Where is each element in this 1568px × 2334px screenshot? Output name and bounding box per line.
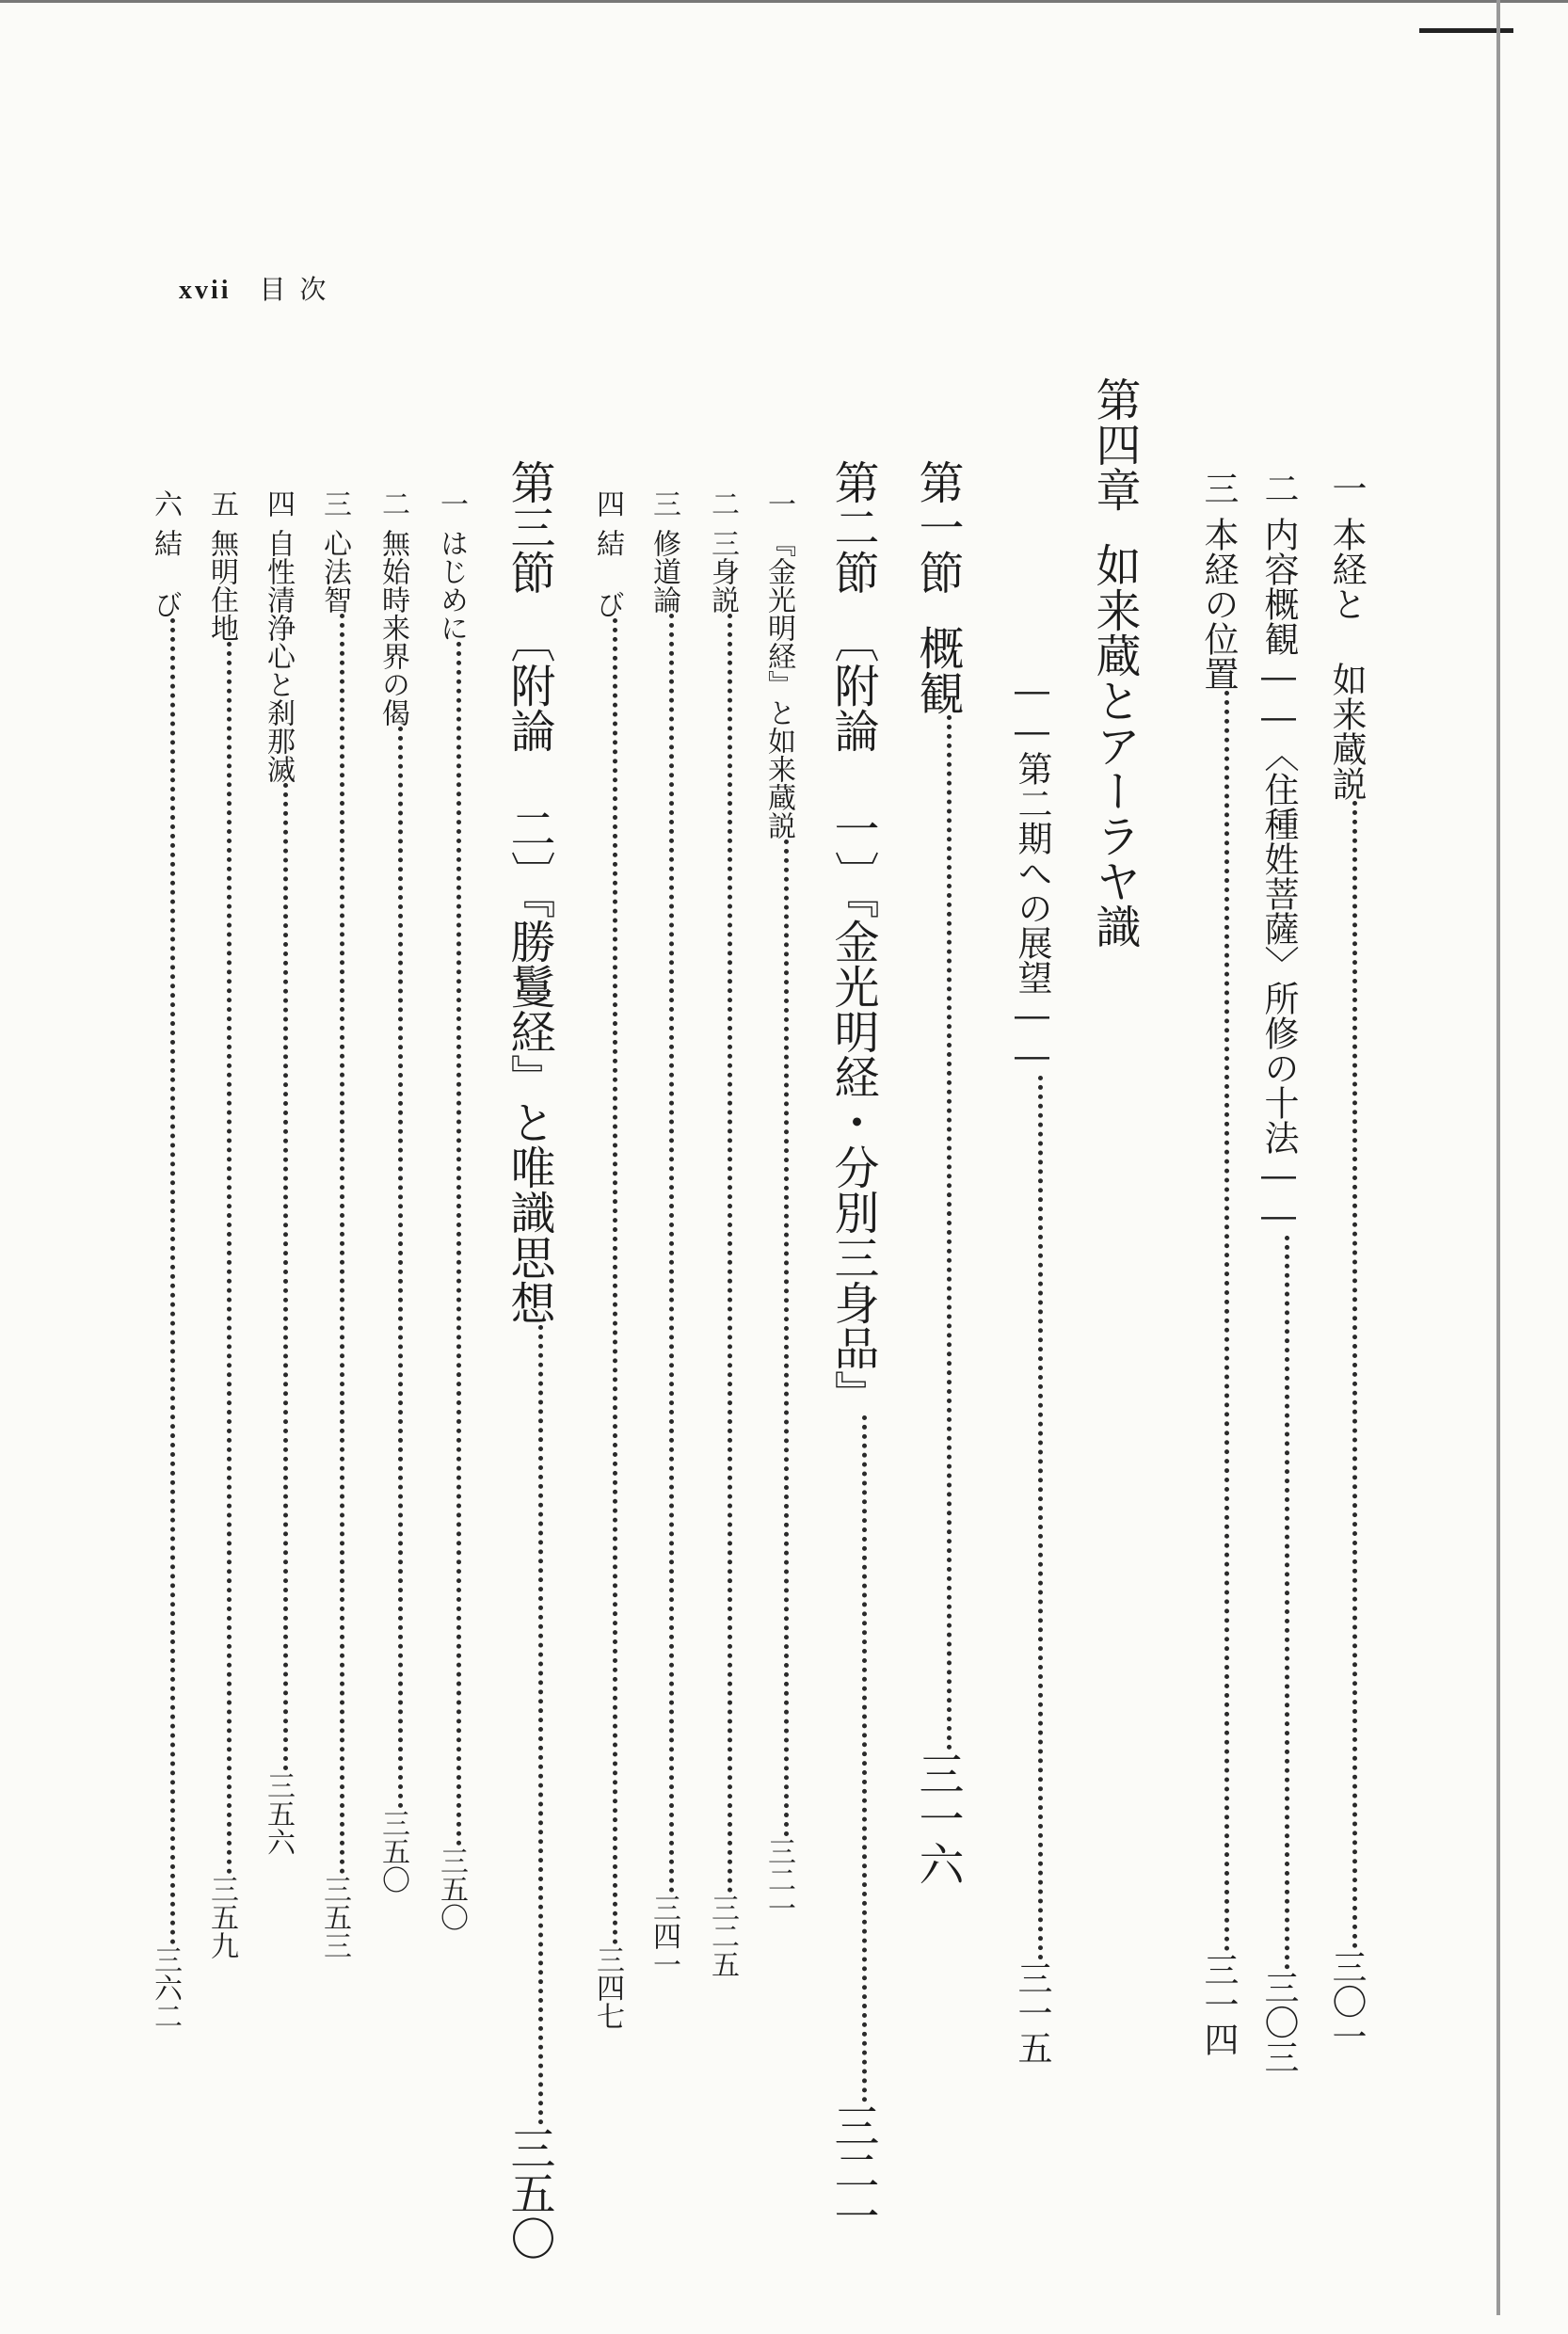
header-title: 目 次 (259, 274, 329, 305)
toc-entry (205, 489, 238, 1959)
entry-page-number: 三二一 (762, 1837, 795, 1922)
leader-dots (1038, 1076, 1043, 1960)
entry-page-number: 三五六 (262, 1771, 295, 1856)
leader-dots (862, 1415, 867, 2102)
toc-entry (262, 489, 295, 1856)
entry-number: 三 (318, 489, 351, 518)
leader-dots (947, 715, 952, 1750)
entry-title: 本経の位置 (1198, 517, 1239, 691)
leader-dots (728, 614, 732, 1894)
entry-title: 無始時来界の偈 (376, 529, 409, 727)
scan-edge-top (0, 0, 1568, 3)
toc-entry (435, 489, 468, 1931)
entry-page-number: 三〇一 (1326, 1949, 1367, 2054)
section-heading (911, 459, 964, 1886)
entry-title: 内容概観――〈住種姓菩薩〉所修の十法―― (1258, 517, 1299, 1236)
entry-number: 三 (1198, 471, 1239, 505)
toc-entry (318, 489, 351, 1959)
entry-number: 五 (205, 489, 238, 518)
entry-page-number: 三六二 (149, 1945, 182, 2030)
leader-dots (283, 783, 288, 1771)
entry-title: 修道論 (648, 529, 680, 614)
leader-dots (613, 618, 617, 1945)
entry-title: 結 び (149, 529, 182, 618)
entry-page-number: 三一六 (911, 1750, 964, 1886)
entry-title: 概観 (911, 625, 964, 715)
leader-dots (398, 727, 403, 1809)
section-number: 第三節 (503, 459, 555, 595)
entry-number: 二 (1258, 471, 1299, 505)
section-heading (503, 459, 555, 2261)
leader-dots (1285, 1236, 1289, 1970)
leader-dots (1352, 801, 1357, 1949)
entry-title: 自性清浄心と刹那滅 (262, 529, 295, 783)
entry-number: 三 (648, 489, 680, 518)
entry-title: はじめに (435, 529, 468, 642)
entry-page-number: 三五〇 (435, 1846, 468, 1931)
entry-page-number: 三五三 (318, 1875, 351, 1959)
entry-number: 一 (1326, 471, 1367, 505)
entry-title: 〔附論 二〕『勝鬘経』と唯識思想 (503, 617, 555, 1325)
section-heading (826, 459, 879, 2238)
entry-title: 結 び (591, 529, 624, 618)
page-folio: xvii (179, 276, 232, 305)
toc-entry (591, 489, 624, 2030)
chapter-heading (1088, 376, 1141, 949)
section-number: 第二節 (826, 459, 879, 595)
entry-number: 一 (435, 489, 468, 518)
entry-title: 本経と 如来蔵説 (1326, 517, 1367, 801)
leader-dots (1224, 691, 1229, 1952)
section-number: 第一節 (911, 459, 964, 595)
toc-entry (1326, 471, 1367, 2054)
entry-page-number: 三五〇 (503, 2125, 555, 2261)
entry-page-number: 三五〇 (376, 1809, 409, 1894)
leader-dots (784, 839, 789, 1837)
entry-number: 二 (376, 489, 409, 518)
entry-page-number: 三四一 (648, 1894, 680, 1978)
entry-title: ――第二期への展望―― (1012, 670, 1052, 1076)
toc-entry (649, 489, 678, 1978)
chapter-number: 第四章 (1088, 376, 1141, 512)
entry-page-number: 三二一 (826, 2102, 879, 2238)
entry-title: 無明住地 (205, 529, 238, 642)
entry-number: 四 (591, 489, 624, 518)
toc-entry (149, 489, 182, 2030)
entry-page-number: 三四七 (591, 1945, 624, 2030)
entry-title: 〔附論 一〕『金光明経・分別三身品』 (826, 617, 879, 1415)
entry-number: 一 (762, 489, 795, 518)
entry-page-number: 三〇三 (1258, 1970, 1299, 2074)
chapter-title: 如来蔵とアーラヤ識 (1088, 542, 1141, 949)
toc-entry (762, 489, 795, 1922)
leader-dots (669, 614, 674, 1894)
leader-dots (340, 614, 344, 1875)
entry-number: 六 (149, 489, 182, 518)
leader-dots (538, 1325, 543, 2125)
leader-dots (227, 642, 232, 1875)
toc-entry (706, 489, 739, 1978)
chapter-subtitle (1012, 670, 1052, 2065)
entry-page-number: 三一五 (1012, 1960, 1052, 2065)
entry-page-number: 三一四 (1198, 1952, 1239, 2056)
leader-dots (456, 642, 461, 1846)
entry-title: 『金光明経』と如来蔵説 (762, 529, 795, 839)
toc-entry (378, 489, 407, 1894)
running-header (179, 269, 328, 307)
entry-page-number: 三二五 (706, 1894, 739, 1978)
scan-edge-right (1496, 0, 1500, 2315)
entry-number: 二 (706, 489, 739, 518)
leader-dots (170, 618, 175, 1945)
entry-title: 三身説 (706, 529, 739, 614)
toc-entry (1198, 471, 1239, 2056)
entry-number: 四 (262, 489, 295, 518)
entry-page-number: 三五九 (205, 1875, 238, 1959)
entry-title: 心法智 (318, 529, 351, 614)
toc-entry (1258, 471, 1299, 2074)
